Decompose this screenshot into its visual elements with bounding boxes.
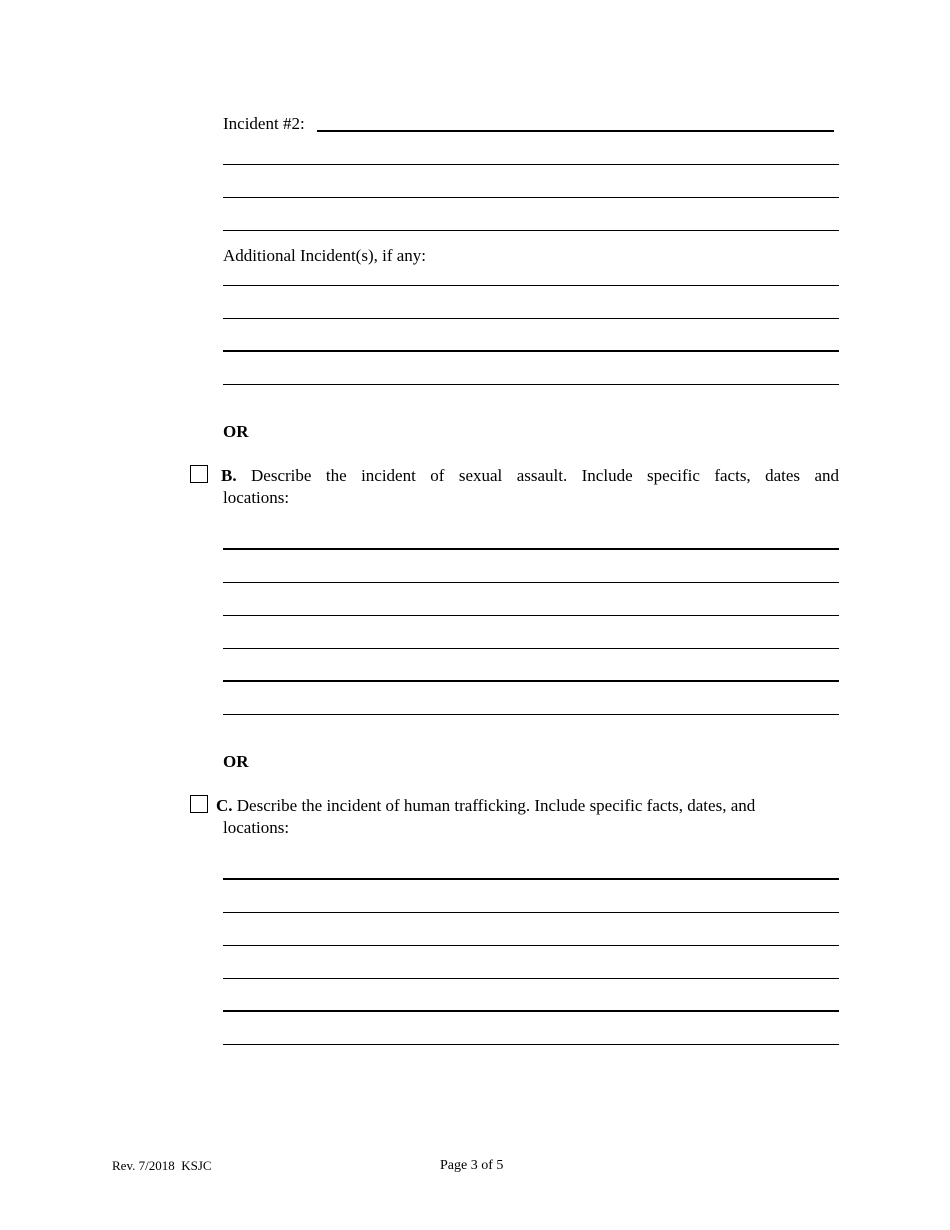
section-c-line-4[interactable] — [223, 978, 839, 979]
section-c-description: Describe the incident of human trafficking. Include specific facts, dates, and — [236, 796, 756, 815]
section-c-line-2[interactable] — [223, 912, 839, 913]
or-separator-2: OR — [223, 752, 249, 771]
section-b-line-6[interactable] — [223, 714, 839, 715]
incident-2-line-2[interactable] — [223, 197, 839, 198]
section-b-description: Describe the incident of sexual assault. Include specific facts, dates and — [251, 466, 840, 485]
footer-revision: Rev. 7/2018 KSJC — [112, 1158, 212, 1173]
additional-incidents-label: Additional Incident(s), if any: — [223, 246, 427, 265]
section-b-line-4[interactable] — [223, 648, 839, 649]
incident-2-label: Incident #2: — [223, 114, 305, 133]
section-c-line-5[interactable] — [223, 1010, 839, 1012]
section-c-letter: C. — [216, 796, 233, 815]
section-c-checkbox[interactable] — [190, 795, 208, 813]
additional-line-4[interactable] — [223, 384, 839, 385]
additional-line-3[interactable] — [223, 350, 839, 352]
incident-2-input-line[interactable] — [317, 130, 834, 132]
section-b-line-5[interactable] — [223, 680, 839, 682]
additional-line-1[interactable] — [223, 285, 839, 286]
section-b-text-line-1 — [221, 465, 839, 486]
incident-2-line-1[interactable] — [223, 164, 839, 165]
section-b-line-1[interactable] — [223, 548, 839, 550]
section-b-line-2[interactable] — [223, 582, 839, 583]
or-separator-1: OR — [223, 422, 249, 441]
section-b-text-line-2: locations: — [223, 488, 290, 507]
section-c-line-1[interactable] — [223, 878, 839, 880]
section-b-checkbox[interactable] — [190, 465, 208, 483]
section-c-line-6[interactable] — [223, 1044, 839, 1045]
section-b-line-3[interactable] — [223, 615, 839, 616]
incident-2-line-3[interactable] — [223, 230, 839, 231]
section-c-text-line-1 — [216, 795, 755, 816]
section-c-text-line-2: locations: — [223, 818, 290, 837]
section-c-line-3[interactable] — [223, 945, 839, 946]
section-b-letter: B. — [221, 466, 237, 485]
additional-line-2[interactable] — [223, 318, 839, 319]
footer-page-number: Page 3 of 5 — [440, 1158, 504, 1173]
